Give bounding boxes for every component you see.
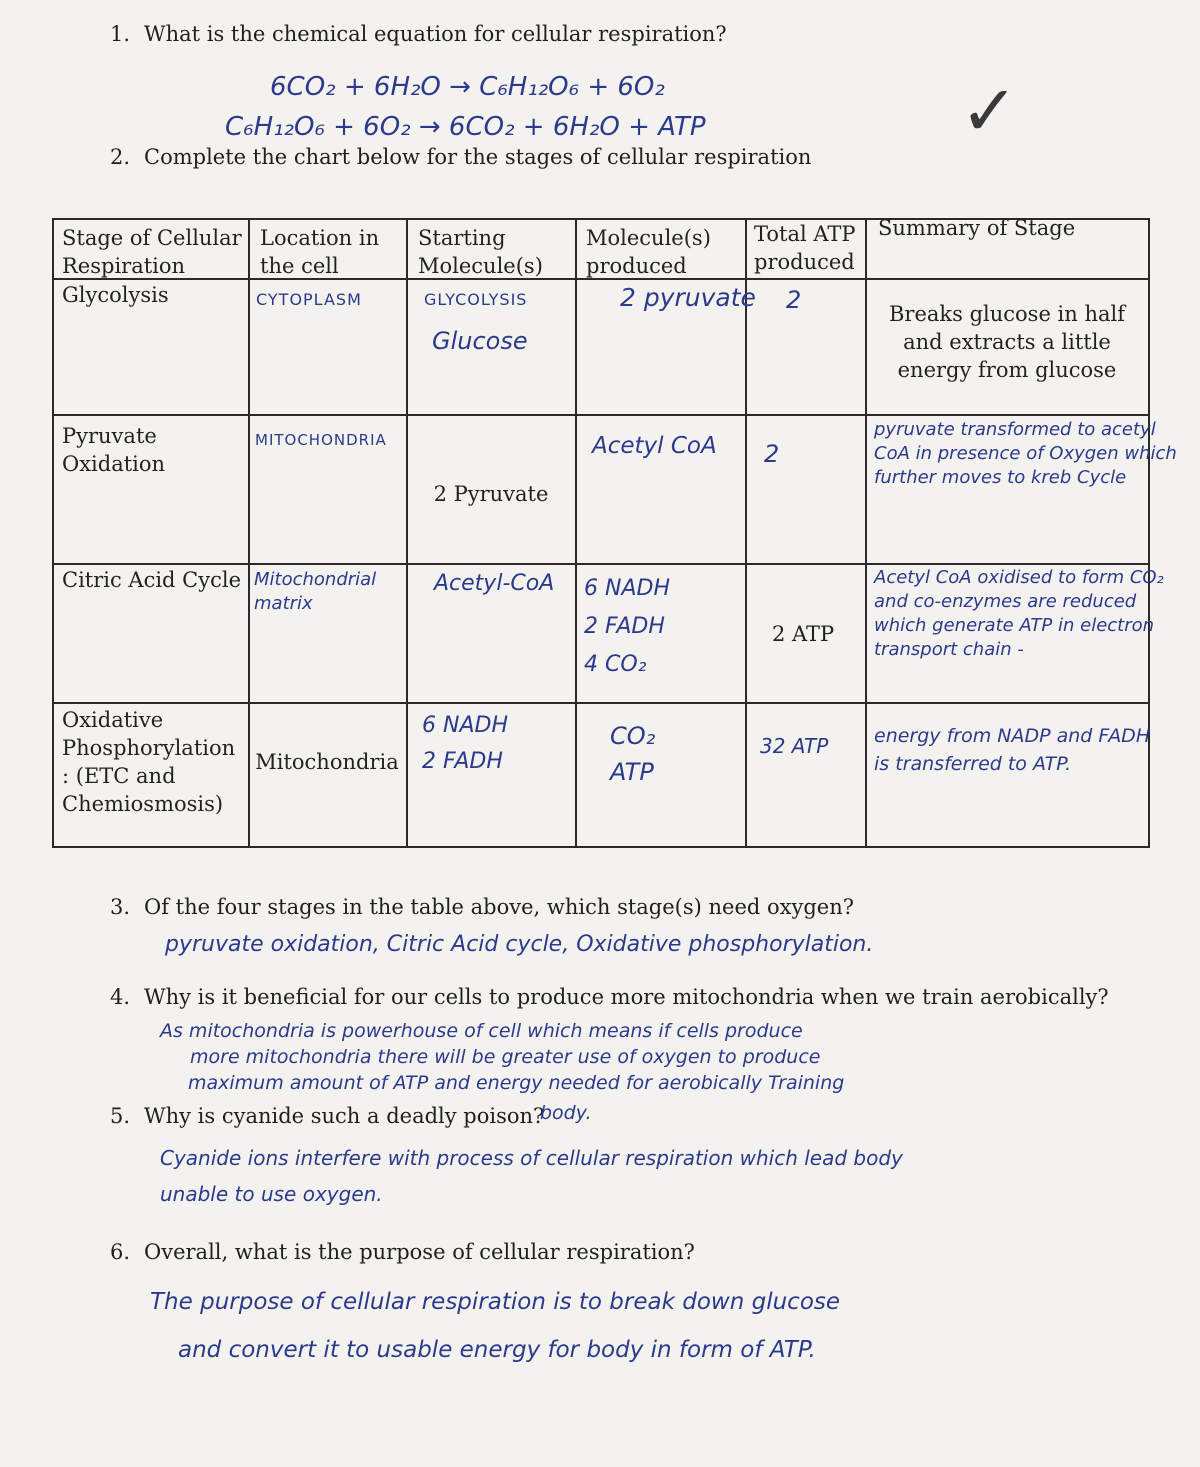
row-stage: Citric Acid Cycle: [62, 568, 242, 592]
table-column-divider: [575, 218, 577, 848]
row-atp: 2: [786, 286, 802, 314]
header-produced: Molecule(s) produced: [586, 226, 711, 278]
table-column-divider: [248, 218, 250, 848]
produced-item: 2 FADH: [584, 614, 665, 639]
question-1: [110, 22, 727, 46]
table-column-divider: [865, 218, 867, 848]
row-atp: 2 ATP: [772, 622, 835, 646]
row-summary: energy from NADP and FADH is transferred to ATP.: [874, 725, 1151, 775]
q1-answer-line-1: 6CO₂ + 6H₂O → C₆H₁₂O₆ + 6O₂: [270, 72, 665, 102]
q4-answer-tail: body.: [540, 1102, 592, 1124]
question-1-text: What is the chemical equation for cellular respiration?: [144, 22, 727, 46]
row-starting: 2 Pyruvate: [433, 482, 549, 506]
q6-answer: [150, 1278, 840, 1374]
question-1-number: 1.: [110, 22, 131, 46]
q5-answer: [160, 1140, 903, 1212]
answer-line: maximum amount of ATP and energy needed for aerobically Training: [188, 1072, 845, 1094]
table-column-divider: [745, 218, 747, 848]
header-atp: Total ATP produced: [754, 222, 856, 274]
check-mark-icon: ✓: [960, 70, 1019, 152]
row-summary: Breaks glucose in half and extracts a little energy from glucose: [888, 302, 1125, 382]
table-border-left: [52, 218, 54, 848]
answer-line: The purpose of cellular respiration is to break down glucose: [150, 1289, 841, 1315]
header-summary: Summary of Stage: [878, 216, 1076, 240]
table-border-bottom: [52, 846, 1150, 848]
row-summary: Acetyl CoA oxidised to form CO₂ and co-enzymes are reduced which generate ATP in electron transport chain -: [874, 567, 1164, 660]
question-4-text: Why is it beneficial for our cells to produce more mitochondria when we train aerobically?: [144, 985, 1109, 1009]
q4-answer: [160, 1018, 844, 1096]
question-5-text: Why is cyanide such a deadly poison?: [144, 1104, 545, 1128]
row-stage: Pyruvate Oxidation: [62, 424, 166, 476]
question-4: [110, 985, 1109, 1009]
row-location: Mitochondrial matrix: [254, 569, 377, 614]
question-3-number: 3.: [110, 895, 131, 919]
question-4-number: 4.: [110, 985, 131, 1009]
question-5-number: 5.: [110, 1104, 131, 1128]
starting-item: 2 FADH: [422, 749, 503, 774]
row-atp: 32 ATP: [760, 734, 829, 758]
row-produced: 2 pyruvate: [620, 283, 756, 312]
table-row-divider: [52, 414, 1150, 416]
row-starting: Acetyl-CoA: [434, 571, 555, 596]
row-location: CYTOPLASM: [256, 290, 362, 309]
row-location: Mitochondria: [255, 750, 399, 774]
question-6-number: 6.: [110, 1240, 131, 1264]
row-starting-note: GLYCOLYSIS: [424, 290, 528, 309]
produced-item: CO₂: [610, 722, 656, 750]
row-stage: Oxidative Phosphorylation : (ETC and Chemiosmosis): [62, 708, 236, 816]
row-stage: Glycolysis: [62, 283, 169, 307]
table-row-divider: [52, 702, 1150, 704]
row-produced-list: [584, 570, 670, 684]
question-2-number: 2.: [110, 145, 131, 169]
row-location: MITOCHONDRIA: [255, 431, 387, 449]
produced-item: 6 NADH: [584, 576, 670, 601]
row-starting: Glucose: [432, 327, 528, 355]
answer-line: unable to use oxygen.: [160, 1182, 383, 1206]
q3-answer: pyruvate oxidation, Citric Acid cycle, Oxidative phosphorylation.: [165, 932, 874, 957]
table-column-divider: [406, 218, 408, 848]
question-2-text: Complete the chart below for the stages of cellular respiration: [144, 145, 812, 169]
row-produced-list: [610, 718, 655, 790]
header-stage: Stage of Cellular Respiration: [62, 226, 242, 278]
row-produced: Acetyl CoA: [592, 433, 717, 459]
row-atp: 2: [764, 440, 780, 468]
answer-line: As mitochondria is powerhouse of cell which means if cells produce: [160, 1020, 803, 1042]
question-3: [110, 895, 854, 919]
question-2: [110, 145, 811, 169]
answer-line: more mitochondria there will be greater use of oxygen to produce: [190, 1046, 821, 1068]
answer-line: Cyanide ions interfere with process of cellular respiration which lead body: [160, 1146, 903, 1170]
answer-line: and convert it to usable energy for body in form of ATP.: [178, 1337, 816, 1363]
question-6-text: Overall, what is the purpose of cellular respiration?: [144, 1240, 695, 1264]
header-location: Location in the cell: [260, 226, 380, 278]
question-5: [110, 1104, 544, 1128]
header-starting: Starting Molecule(s): [418, 226, 543, 278]
produced-item: ATP: [610, 758, 654, 786]
table-row-divider: [52, 563, 1150, 565]
question-6: [110, 1240, 695, 1264]
starting-item: 6 NADH: [422, 713, 508, 738]
q1-answer-line-2: C₆H₁₂O₆ + 6O₂ → 6CO₂ + 6H₂O + ATP: [225, 112, 706, 142]
row-summary: pyruvate transformed to acetyl CoA in presence of Oxygen which further moves to kreb Cycle: [874, 419, 1177, 488]
row-starting-list: [422, 708, 508, 780]
produced-item: 4 CO₂: [584, 652, 647, 677]
question-3-text: Of the four stages in the table above, which stage(s) need oxygen?: [144, 895, 855, 919]
